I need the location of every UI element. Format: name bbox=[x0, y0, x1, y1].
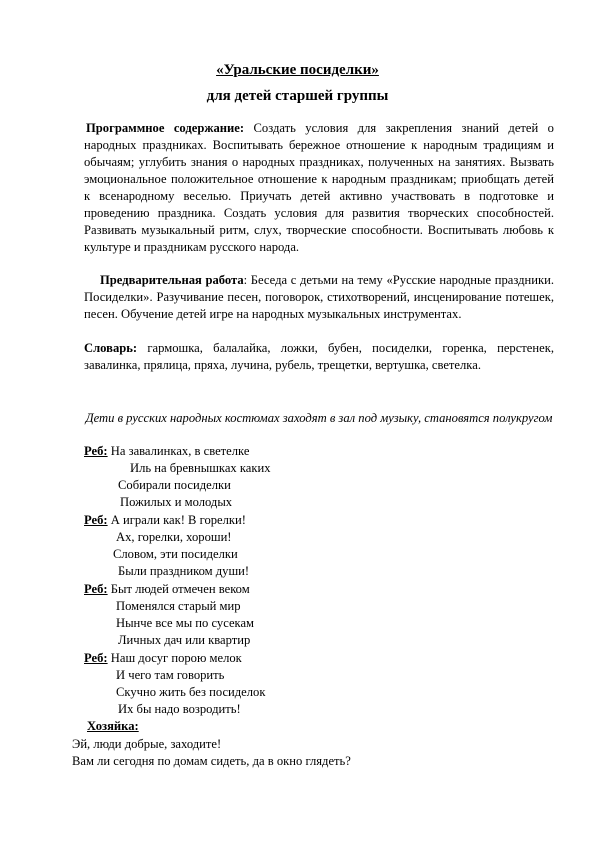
script-line bbox=[87, 718, 139, 735]
script-line: Ах, горелки, хороши! bbox=[116, 530, 232, 544]
script-line: Личных дач или квартир bbox=[118, 633, 251, 647]
script-line: Реб: Быт людей отмечен веком bbox=[84, 582, 250, 596]
stage-direction: Дети в русских народных костюмах заходят в зал под музыку, становятся полукругом bbox=[85, 411, 553, 425]
script-line: Поменялся старый мир bbox=[116, 599, 241, 613]
vocab-label: Словарь: bbox=[84, 341, 138, 355]
prep-paragraph bbox=[84, 272, 554, 323]
prep-text: : Беседа с детьми на тему «Русские народные праздники. Посиделки». Разучивание песен, поговорок, стихотворений, инсценирование потешек, песен. Обучение детей игре на народных музыкальных инструментах. bbox=[84, 273, 554, 321]
document-title: «Уральские посиделки» bbox=[216, 62, 379, 78]
script-line: Реб: Наш досуг порою мелок bbox=[84, 651, 242, 665]
script-line: Словом, эти посиделки bbox=[113, 547, 238, 561]
speaker-label: Реб: bbox=[84, 582, 108, 596]
script-line: Пожилых и молодых bbox=[120, 495, 233, 509]
speaker-label: Реб: bbox=[84, 444, 108, 458]
program-text: Создать условия для закрепления знаний детей о народных праздниках. Воспитывать бережное отношение к народным традициям и обычаям; углубить знания о народных праздниках, полученных на занятиях. Вызвать эмоциональное положительное отношение к народным праздникам; приобщать детей к всенародному веселью. Приучать детей активно участвовать в подготовке и проведению праздника. Создать условия для развития творческих способностей. Развивать музыкальный ритм, слух, творческие способности. Воспитывать любовь к культуре и праздникам русского народа. bbox=[84, 121, 554, 254]
prep-label: Предварительная работа bbox=[100, 273, 244, 287]
script-line: Вам ли сегодня по домам сидеть, да в окно глядеть? bbox=[72, 754, 351, 768]
script-line: Их бы надо возродить! bbox=[118, 702, 241, 716]
script-line: Собирали посиделки bbox=[118, 478, 231, 492]
program-label: Программное содержание: bbox=[86, 121, 245, 135]
speaker-label: Реб: bbox=[84, 651, 108, 665]
script-line: Иль на бревнышках каких bbox=[130, 461, 271, 475]
script-line: Были праздником души! bbox=[118, 564, 250, 578]
script-line: И чего там говорить bbox=[116, 668, 225, 682]
speaker-label: Реб: bbox=[84, 513, 108, 527]
vocab-text: гармошка, балалайка, ложки, бубен, посиделки, горенка, перстенек, завалинка, прялица, пряха, лучина, рубель, трещетки, вертушка, светелка. bbox=[84, 341, 554, 372]
vocab-paragraph bbox=[84, 340, 554, 374]
script-line: Реб: На завалинках, в светелке bbox=[84, 444, 250, 458]
script-line: Реб: А играли как! В горелки! bbox=[84, 513, 246, 527]
program-paragraph bbox=[84, 120, 554, 256]
speaker-label: Хозяйка: bbox=[87, 719, 139, 733]
script-line: Нынче все мы по сусекам bbox=[116, 616, 255, 630]
script-line: Скучно жить без посиделок bbox=[116, 685, 266, 699]
document-subtitle: для детей старшей группы bbox=[206, 88, 389, 104]
script-line: Эй, люди добрые, заходите! bbox=[72, 737, 222, 751]
